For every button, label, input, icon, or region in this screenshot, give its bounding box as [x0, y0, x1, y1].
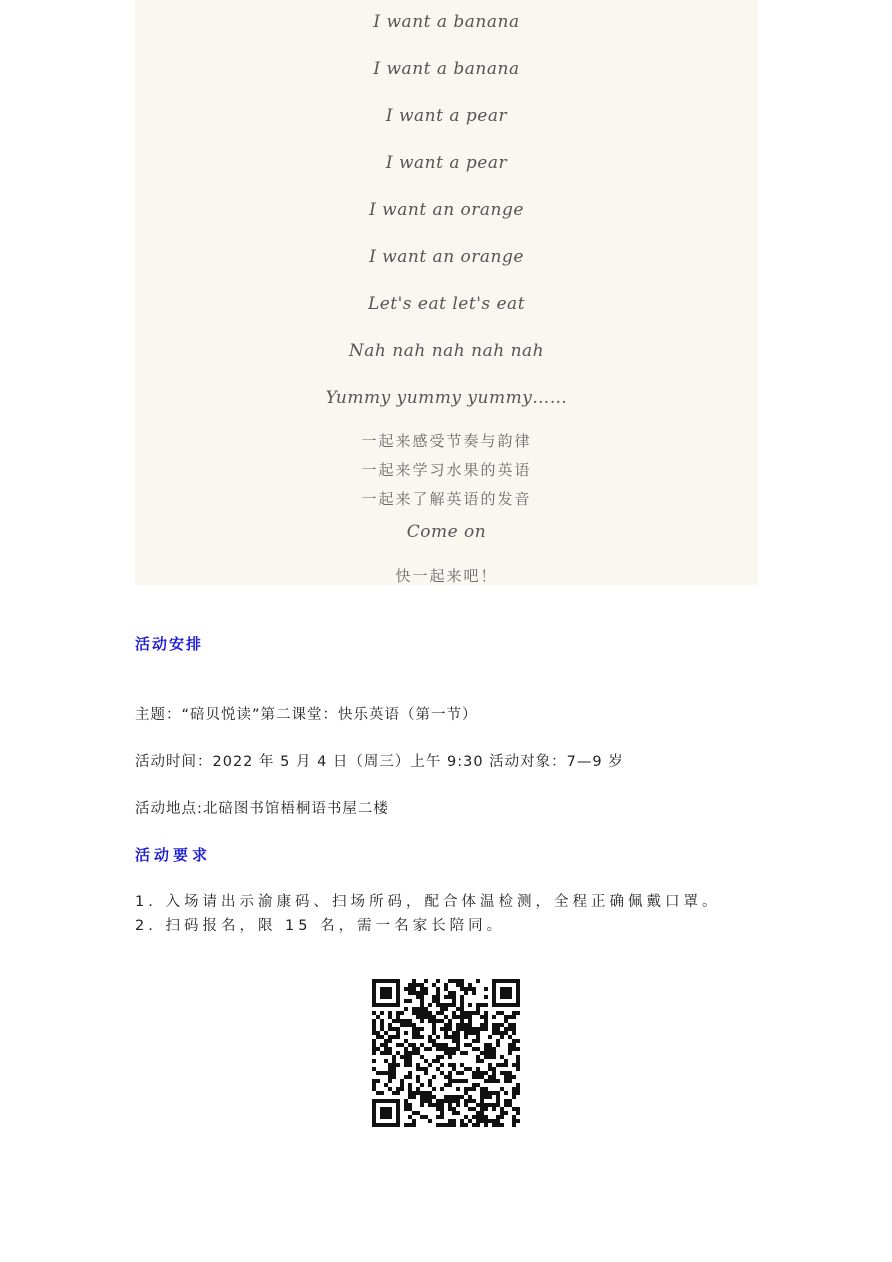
theme-text: 主题：“碚贝悦读”第二课堂：快乐英语（第一节） — [135, 707, 478, 723]
lyric-line: I want a pear — [385, 106, 508, 126]
requirements-heading: 活动要求 — [135, 846, 212, 864]
time-text: 活动时间：2022 年 5 月 4 日（周三）上午 9:30 活动对象：7—9 岁 — [135, 754, 624, 770]
chinese-line: 一起来感受节奏与韵律 — [361, 432, 532, 450]
lyric-line: I want an orange — [369, 247, 524, 267]
lyric-line: I want an orange — [369, 200, 524, 220]
lyric-line: I want a banana — [373, 12, 520, 32]
schedule-heading: 活动安排 — [135, 635, 204, 653]
chinese-line: 一起来学习水果的英语 — [361, 461, 532, 479]
lyric-line: I want a pear — [385, 153, 508, 173]
come-on-line: Come on — [406, 522, 487, 542]
cta-line: 快一起来吧！ — [395, 567, 498, 585]
lyrics-panel — [135, 0, 758, 585]
requirement-item: 1. 入场请出示渝康码、扫场所码，配合体温检测，全程正确佩戴口罩。 — [135, 894, 721, 910]
lyric-line: Yummy yummy yummy…… — [325, 388, 568, 408]
chinese-line: 一起来了解英语的发音 — [361, 490, 532, 508]
requirement-item: 2. 扫码报名，限 15 名，需一名家长陪同。 — [135, 918, 506, 934]
lyric-line: I want a banana — [373, 59, 520, 79]
qr-code-icon[interactable] — [372, 979, 520, 1127]
lyric-line: Let's eat let's eat — [367, 294, 526, 314]
location-text: 活动地点:北碚图书馆梧桐语书屋二楼 — [135, 801, 389, 817]
lyric-line: Nah nah nah nah nah — [348, 341, 545, 361]
qr-code-graphic — [372, 979, 520, 1127]
